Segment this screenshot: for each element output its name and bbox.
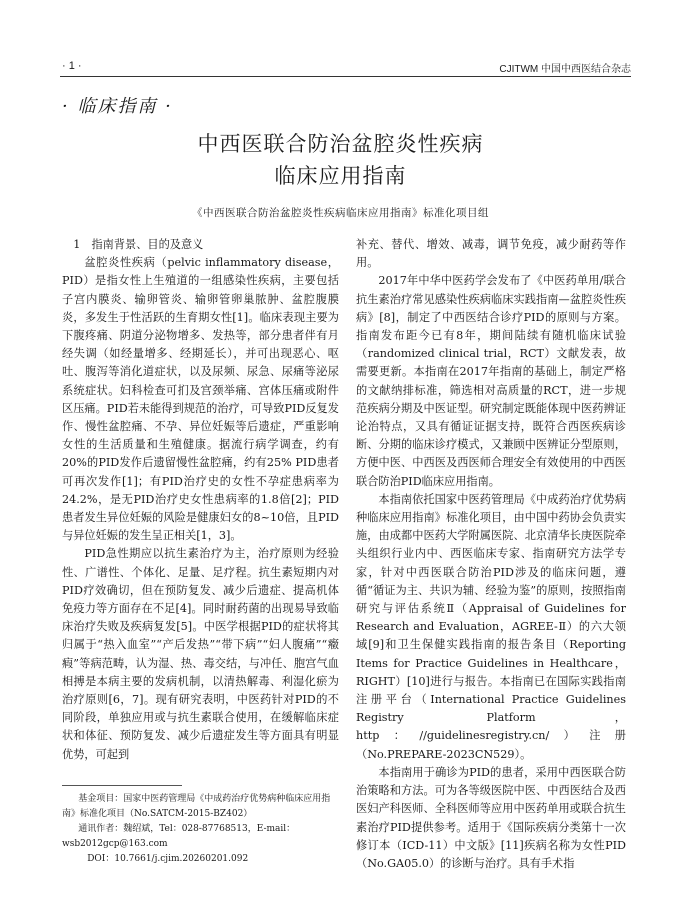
article-title-line1: 中西医联合防治盆腔炎性疾病 — [197, 132, 484, 156]
section-heading: 1 指南背景、目的及意义 — [73, 238, 204, 251]
paragraph-continued: 补充、替代、增效、减毒，调节免疫，减少耐药等作用。 — [356, 238, 626, 270]
header-rule — [60, 76, 631, 77]
correspondence-note: 通讯作者：魏绍斌，Tel：028-87768513，E-mail：wsb2012gcp@163.com — [62, 824, 296, 849]
paragraph: 本指南用于确诊为PID的患者，采用中西医联合防治策略和方法。可为各等级医院中医、中西医结合及西医妇产科医师、全科医师等应用中医药单用或联合抗生素治疗PID提供参考。适用于《国际疾病分类第十一次修订本（ICD-11）中文版》[11]疾病名称为女性PID（No.GA05.0）的诊断与治疗。具有手术指 — [356, 765, 626, 870]
page-header — [0, 0, 681, 80]
journal-name: CJITWM 中国中西医结合杂志 — [499, 64, 631, 75]
paragraph: 本指南依托国家中医药管理局《中成药治疗优势病种临床应用指南》标准化项目，由中国中药协会负责实施，由成都中医药大学附属医院、北京清华长庚医院牵头组织行业内中、西医临床专家、指南研究方法学专家，针对中西医联合防治PID涉及的临床问题，遵循“循证为主、共识为辅、经验为鉴”的原则，按照指南研究与评估系统Ⅱ（Appraisal of Guidelines for Research and Evaluation，AGREE-Ⅱ）的六大领域[9]和卫生保健实践指南的报告条目（Reporting Items for Practice Guidelines in Healthcare，RIGHT）[10]进行与报告。本指南已在国际实践指南注册平台（International Practice Guidelines Registry Platform，http：//guidelinesregistry.cn/）注册（No.PREPARE-2023CN529）。 — [356, 492, 626, 761]
footnotes — [62, 792, 339, 867]
left-column — [62, 236, 339, 764]
footnote-rule — [62, 785, 182, 786]
working-group: 《中西医联合防治盆腔炎性疾病临床应用指南》标准化项目组 — [192, 207, 489, 219]
paragraph: 2017年中华中医药学会发布了《中医药单用/联合抗生素治疗常见感染性疾病临床实践指南—盆腔炎性疾病》[8]，制定了中西医结合诊疗PID的原则与方案。指南发布距今已有8年，期间陆续有随机临床试验（randomized clinical trial，RCT）文献发表，故需要更新。本指南在2017年指南的基础上，制定严格的文献纳排标准，筛选相对高质量的RCT，进一步规范疾病分期及中医证型。研究制定既能体现中医药辨证论治特点，又具有循证证据支持，既符合西医疾病诊断、分期的临床诊疗模式，又兼顾中医辨证分型原则，方便中医、中西医及西医师合理安全有效使用的中西医联合防治PID临床应用指南。 — [356, 274, 626, 488]
right-column — [356, 236, 626, 873]
page-number: · 1 · — [62, 60, 82, 72]
section-label: · 临床指南 · — [62, 96, 173, 117]
fund-note: 基金项目：国家中医药管理局《中成药治疗优势病种临床应用指南》标准化项目（No.SATCM-2015-BZ402） — [62, 794, 331, 819]
paragraph: 盆腔炎性疾病（pelvic inflammatory disease，PID）是指女性上生殖道的一组感染性疾病，主要包括子宫内膜炎、输卵管炎、输卵管卵巢脓肿、盆腔腹膜炎，多发生于性活跃的生育期女性[1]。临床表现主要为下腹疼痛、阴道分泌物增多、发热等，部分患者伴有月经失调（如经量增多、经期延长），并可出现恶心、呕吐、腹泻等消化道症状，以及尿频、尿急、尿痛等泌尿系统症状。妇科检查可扪及宫颈举痛、宫体压痛或附件区压痛。PID若未能得到规范的治疗，可导致PID反复发作、慢性盆腔痛、不孕、异位妊娠等后遗症，严重影响女性的生活质量和生殖健康。据流行病学调查，约有20%的PID发作后遗留慢性盆腔痛，约有25% PID患者可再次发作[1]；有PID治疗史的女性不孕症患病率为24.2%，是无PID治疗史女性患病率的1.8倍[2]；PID患者发生异位妊娠的风险是健康妇女的8~10倍，且PID与异位妊娠的发生呈正相关[1，3]。 — [62, 256, 339, 543]
paragraph: PID急性期应以抗生素治疗为主，治疗原则为经验性、广谱性、个体化、足量、足疗程。抗生素短期内对PID疗效确切，但在预防复发、减少后遗症、提高机体免疫力等方面存在不足[4]。同时耐药菌的出现易导致临床治疗失败及疾病复发[5]。中医学根据PID的症状将其归属于“热入血室”“产后发热”“带下病”“妇人腹痛”“癥瘕”等病范畴，认为湿、热、毒交结，与冲任、胞宫气血相搏是本病主要的发病机制，以清热解毒、利湿化瘀为治疗原则[6，7]。现有研究表明，中医药针对PID的不同阶段，单独应用或与抗生素联合使用，在缓解临床症状和体征、预防复发、减少后遗症发生等方面具有明显优势，可起到 — [62, 547, 339, 761]
article-title-line2: 临床应用指南 — [274, 164, 407, 188]
doi: DOI：10.7661/j.cjim.20260201.092 — [87, 854, 249, 864]
